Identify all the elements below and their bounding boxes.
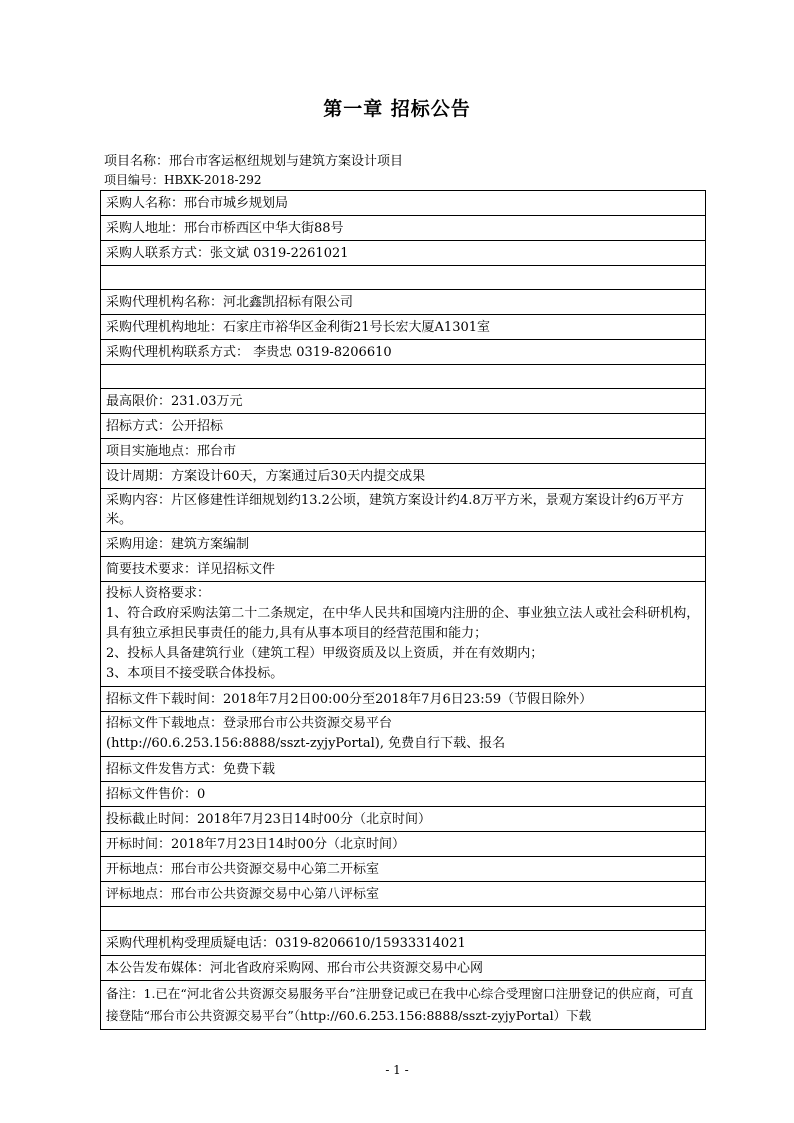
table-row	[101, 414, 706, 439]
cell-line: 采购人名称：邢台市城乡规划局	[106, 195, 289, 211]
table-row	[101, 315, 706, 340]
cell-line: 采购代理机构名称：河北鑫凯招标有限公司	[106, 294, 354, 310]
cell-line: 1、符合政府采购法第二十二条规定，在中华人民共和国境内注册的企、事业独立法人或社会科研机构，具有独立承担民事责任的能力,具有从事本项目的经营范围和能力；	[106, 606, 700, 641]
cell-line: 设计周期：方案设计60天，方案通过后30天内提交成果	[106, 468, 426, 484]
table-cell	[101, 315, 706, 340]
cell-line: 备注：1.已在“河北省公共资源交易服务平台”注册登记或已在我中心综合受理窗口注册登记的供应商，可直接登陆“邢台市公共资源交易平台”（http://60.6.253.156:8888/sszt-zyjyPortal）下载	[106, 986, 694, 1023]
cell-line: 采购代理机构地址：石家庄市裕华区金利街21号长宏大厦A1301室	[106, 319, 491, 335]
table-row	[101, 782, 706, 807]
cell-line: 本公告发布媒体：河北省政府采购网、邢台市公共资源交易中心网	[106, 960, 484, 976]
table-row	[101, 687, 706, 712]
cell-line: 采购代理机构受理质疑电话：0319-8206610/15933314021	[106, 935, 466, 951]
table-row	[101, 191, 706, 216]
table-cell	[101, 907, 706, 931]
page-title: 第一章 招标公告	[323, 98, 471, 120]
announcement-table	[100, 190, 706, 1030]
table-row	[101, 216, 706, 241]
cell-line: 招标方式：公开招标	[106, 418, 224, 434]
table-row	[101, 241, 706, 266]
cell-line: 2、投标人具备建筑行业（建筑工程）甲级资质及以上资质，并在有效期内；	[106, 646, 544, 661]
cell-line: 投标人资格要求：	[106, 586, 211, 601]
table-row	[101, 340, 706, 365]
table-cell	[101, 414, 706, 439]
table-cell	[101, 931, 706, 956]
table-cell	[101, 757, 706, 782]
table-cell	[101, 290, 706, 315]
table-cell	[101, 365, 706, 389]
table-row	[101, 931, 706, 956]
table-cell	[101, 712, 706, 757]
table-cell	[101, 687, 706, 712]
table-row	[101, 464, 706, 489]
table-cell	[101, 389, 706, 414]
project-name: 项目名称：邢台市客运枢纽规划与建筑方案设计项目	[104, 154, 404, 169]
table-cell	[101, 439, 706, 464]
table-row	[101, 266, 706, 290]
table-row	[101, 557, 706, 582]
cell-line: 采购代理机构联系方式： 李贵忠 0319-8206610	[106, 344, 392, 360]
cell-line: 最高限价：231.03万元	[106, 393, 243, 409]
project-code: 项目编号：HBXK-2018-292	[104, 173, 262, 187]
table-row	[101, 832, 706, 857]
table-cell	[101, 191, 706, 216]
table-cell	[101, 857, 706, 882]
cell-line: 3、本项目不接受联合体投标。	[106, 666, 284, 681]
cell-line: 开标地点：邢台市公共资源交易中心第二开标室	[106, 861, 380, 877]
page-number: - 1 -	[385, 1063, 409, 1077]
table-cell	[101, 241, 706, 266]
table-row	[101, 907, 706, 931]
cell-line: 项目实施地点：邢台市	[106, 443, 237, 459]
cell-line: 招标文件下载时间：2018年7月2日00:00分至2018年7月6日23:59（节假日除外）	[106, 691, 593, 707]
table-cell	[101, 216, 706, 241]
table-row	[101, 532, 706, 557]
cell-line: 招标文件发售方式：免费下载	[106, 761, 276, 777]
table-cell	[101, 782, 706, 807]
table-cell	[101, 340, 706, 365]
table-cell	[101, 489, 706, 532]
cell-line: 评标地点：邢台市公共资源交易中心第八评标室	[106, 886, 380, 902]
table-row	[101, 956, 706, 981]
table-cell	[101, 832, 706, 857]
table-row	[101, 582, 706, 687]
table-row	[101, 757, 706, 782]
table-cell	[101, 557, 706, 582]
cell-line: 开标时间：2018年7月23日14时00分（北京时间）	[106, 836, 405, 852]
table-row	[101, 882, 706, 907]
cell-line: 简要技术要求：详见招标文件	[106, 561, 276, 577]
table-row	[101, 389, 706, 414]
cell-line: 招标文件售价：0	[106, 786, 206, 802]
cell-line: 采购用途：建筑方案编制	[106, 536, 250, 552]
table-cell	[101, 981, 706, 1030]
table-cell	[101, 807, 706, 832]
table-row	[101, 489, 706, 532]
cell-line: 投标截止时间：2018年7月23日14时00分（北京时间）	[106, 811, 431, 827]
cell-line: 采购人联系方式：张文斌 0319-2261021	[106, 245, 349, 261]
table-row	[101, 981, 706, 1030]
table-row	[101, 439, 706, 464]
table-row	[101, 712, 706, 757]
table-cell	[101, 882, 706, 907]
cell-line: 招标文件下载地点：登录邢台市公共资源交易平台	[106, 716, 393, 731]
table-row	[101, 365, 706, 389]
table-row	[101, 290, 706, 315]
table-cell	[101, 266, 706, 290]
table-cell	[101, 532, 706, 557]
table-cell	[101, 464, 706, 489]
cell-line: (http://60.6.253.156:8888/sszt-zyjyPortal), 免费自行下载、报名	[106, 736, 506, 751]
cell-line: 采购人地址：邢台市桥西区中华大街88号	[106, 220, 344, 236]
table-cell	[101, 582, 706, 687]
table-cell	[101, 956, 706, 981]
cell-line: 采购内容：片区修建性详细规划约13.2公顷，建筑方案设计约4.8万平方米，景观方案设计约6万平方米。	[106, 493, 684, 527]
table-row	[101, 857, 706, 882]
table-row	[101, 807, 706, 832]
